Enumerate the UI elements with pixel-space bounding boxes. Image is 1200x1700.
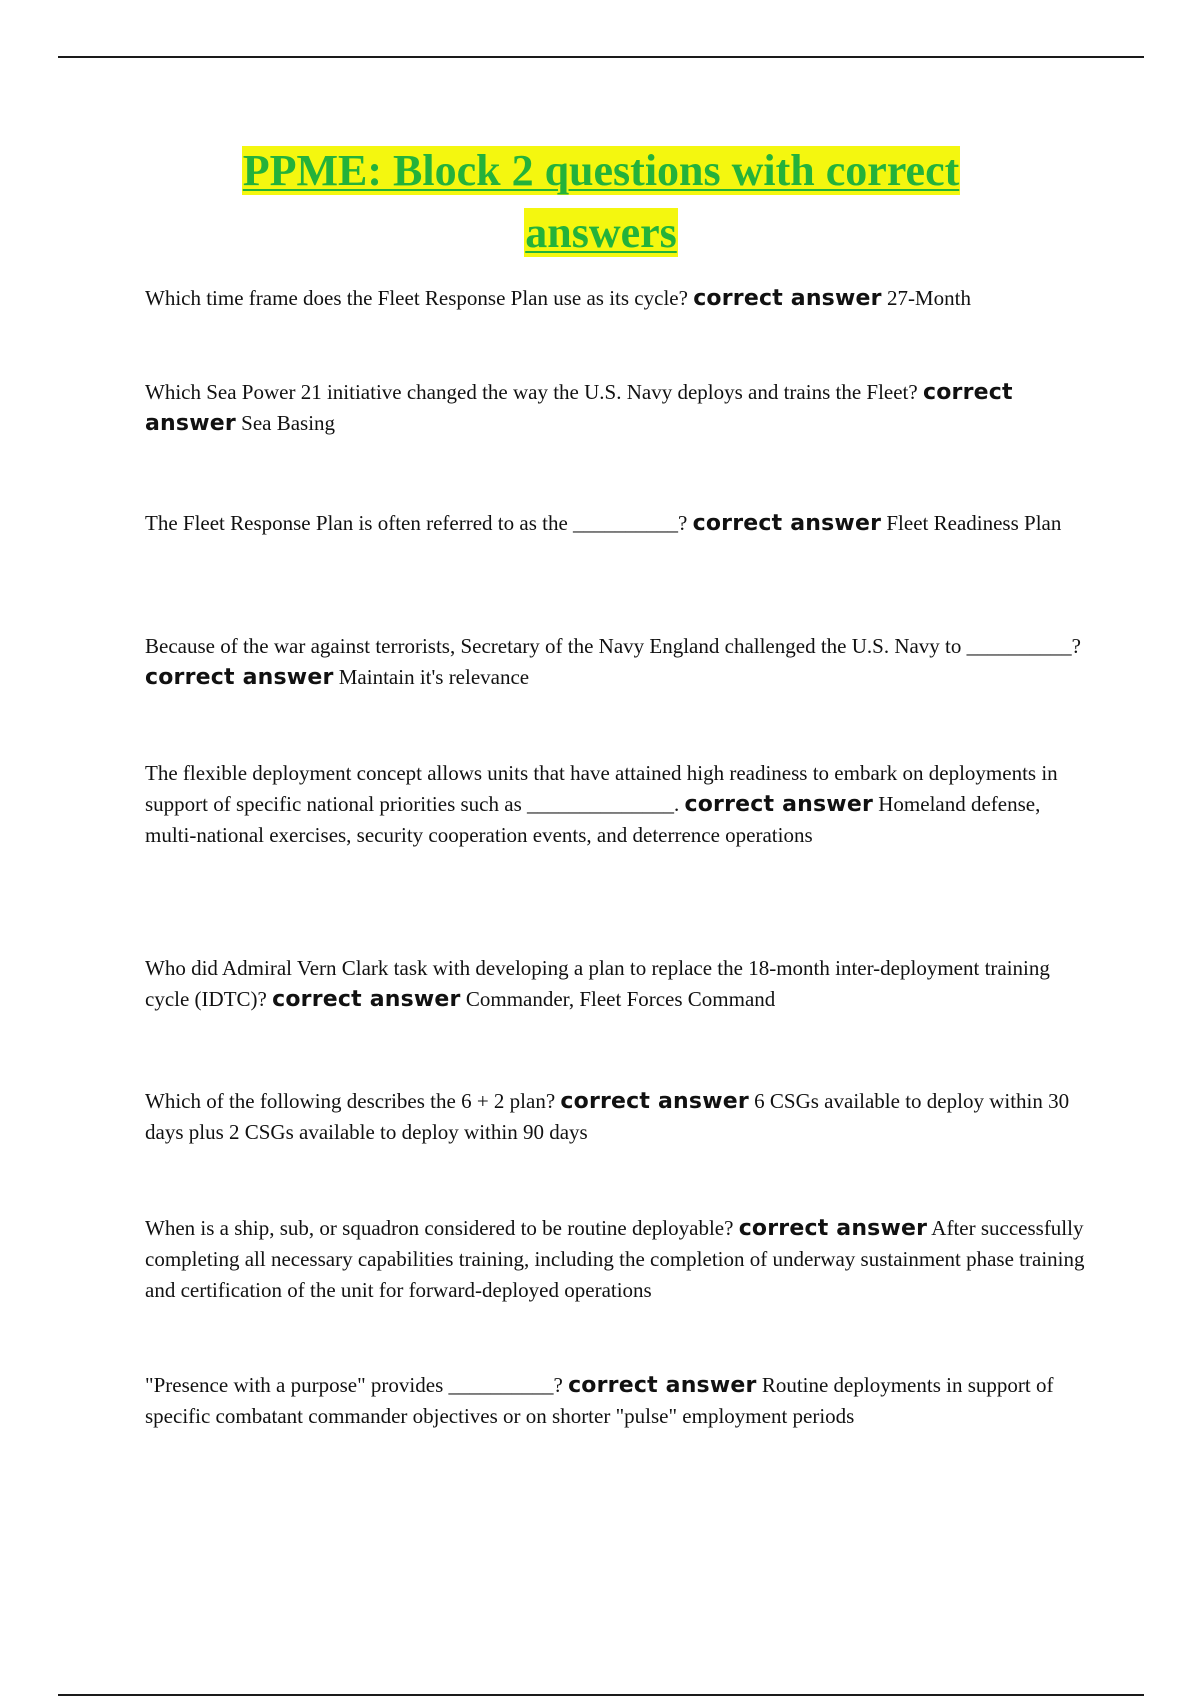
page-title bbox=[58, 140, 1144, 264]
qa-item-2 bbox=[145, 377, 1090, 439]
qa-item-4 bbox=[145, 631, 1090, 693]
correct-answer-label: correct answer bbox=[145, 380, 1013, 436]
question-text: The flexible deployment concept allows units that have attained high readiness to embark on deployments in support of specific national priorities such as ______________. bbox=[145, 761, 1058, 816]
answer-text: Homeland defense, multi-national exercises, security cooperation events, and deterrence operations bbox=[145, 792, 1041, 847]
answer-text: 27-Month bbox=[886, 286, 971, 310]
answer-text: Maintain it's relevance bbox=[338, 665, 530, 689]
qa-item-6 bbox=[145, 953, 1090, 1015]
question-text: Which of the following describes the 6 + 2 plan? bbox=[145, 1089, 556, 1113]
question-text: Because of the war against terrorists, Secretary of the Navy England challenged the U.S. Navy to __________? bbox=[145, 634, 1081, 658]
correct-answer-label: correct answer bbox=[560, 1089, 749, 1114]
answer-text: Commander, Fleet Forces Command bbox=[465, 987, 776, 1011]
question-text: When is a ship, sub, or squadron considered to be routine deployable? bbox=[145, 1216, 734, 1240]
question-text: Which time frame does the Fleet Response Plan use as its cycle? bbox=[145, 286, 688, 310]
question-text: Which Sea Power 21 initiative changed the way the U.S. Navy deploys and trains the Fleet? bbox=[145, 380, 918, 404]
correct-answer-label: correct answer bbox=[272, 987, 461, 1012]
qa-item-1 bbox=[145, 283, 1090, 314]
question-text: Who did Admiral Vern Clark task with developing a plan to replace the 18-month inter-deployment training cycle (IDTC)? bbox=[145, 956, 1050, 1011]
answer-text: 6 CSGs available to deploy within 30 days plus 2 CSGs available to deploy within 90 days bbox=[145, 1089, 1070, 1144]
qa-item-5 bbox=[145, 758, 1090, 851]
answer-text: Routine deployments in support of specific combatant commander objectives or on shorter "pulse" employment periods bbox=[145, 1373, 1054, 1428]
correct-answer-label: correct answer bbox=[145, 665, 334, 690]
top-rule bbox=[58, 56, 1144, 58]
correct-answer-label: correct answer bbox=[692, 511, 882, 536]
correct-answer-label: correct answer bbox=[738, 1216, 928, 1241]
correct-answer-label: correct answer bbox=[568, 1373, 757, 1398]
bottom-rule bbox=[58, 1694, 1144, 1696]
correct-answer-label: correct answer bbox=[693, 286, 882, 311]
question-text: The Fleet Response Plan is often referred to as the __________? bbox=[145, 511, 688, 535]
qa-item-3 bbox=[145, 508, 1090, 539]
question-text: "Presence with a purpose" provides __________? bbox=[145, 1373, 563, 1397]
page-title-line-2: answers bbox=[525, 208, 677, 257]
correct-answer-label: correct answer bbox=[684, 792, 873, 817]
qa-item-8 bbox=[145, 1213, 1090, 1306]
answer-text: Sea Basing bbox=[241, 411, 336, 435]
qa-item-9 bbox=[145, 1370, 1090, 1432]
answer-text: After successfully completing all necessary capabilities training, including the completion of underway sustainment phase training and certification of the unit for forward-deployed operations bbox=[145, 1216, 1085, 1302]
answer-text: Fleet Readiness Plan bbox=[886, 511, 1062, 535]
page-title-line-1: PPME: Block 2 questions with correct bbox=[242, 146, 960, 195]
qa-item-7 bbox=[145, 1086, 1090, 1148]
